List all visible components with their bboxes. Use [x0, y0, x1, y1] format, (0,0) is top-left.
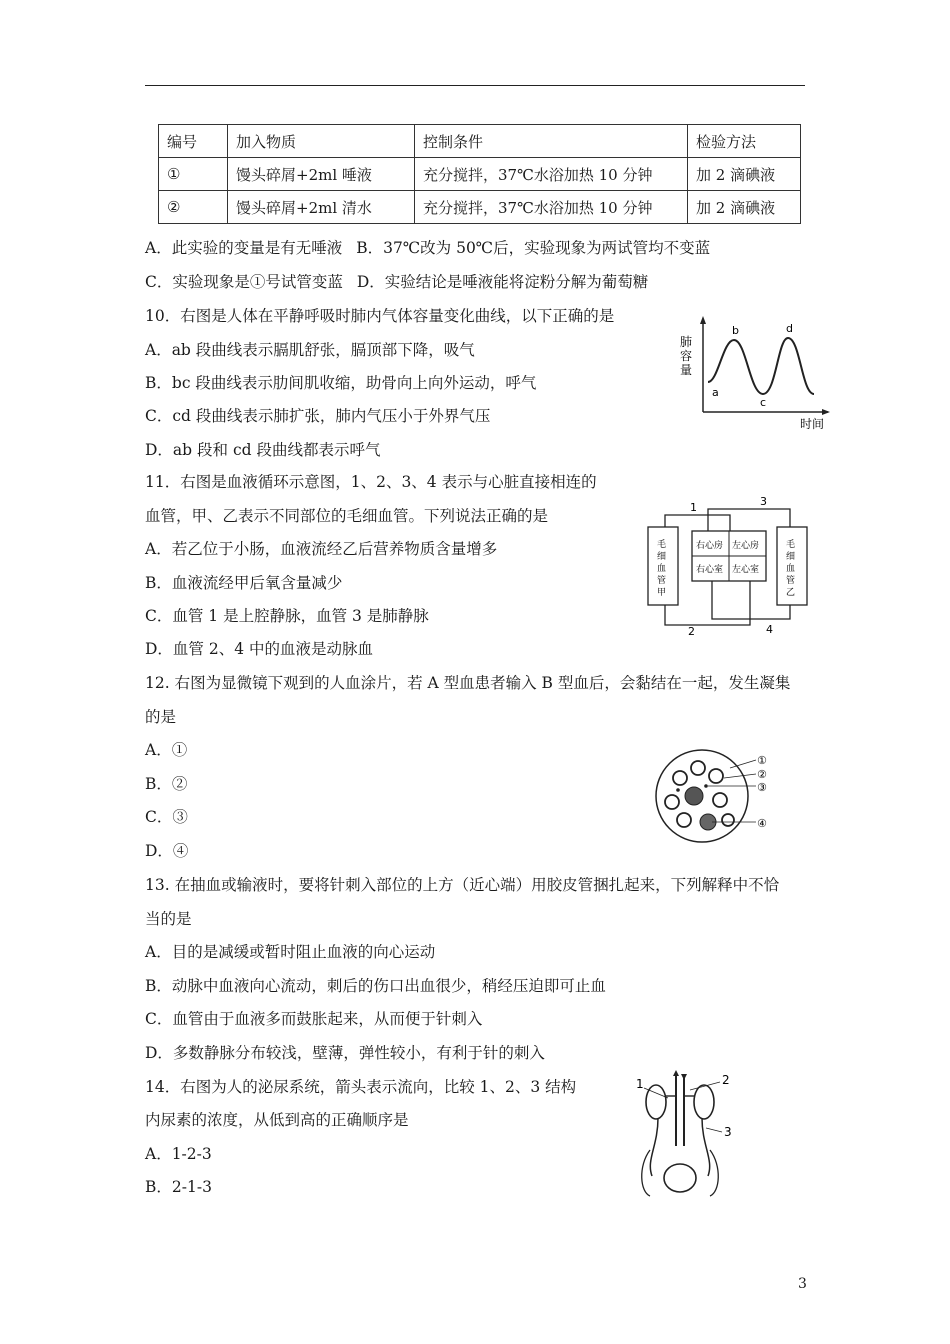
bladder: [664, 1164, 696, 1192]
table-header-cell: 编号: [159, 125, 228, 158]
q12-option-a: A．①: [145, 741, 188, 759]
q9-option-b: B．37℃改为 50℃后，实验现象为两试管均不变蓝: [356, 239, 711, 257]
right-kidney: [694, 1085, 714, 1119]
q10-option-c: C．cd 段曲线表示肺扩张，肺内气压小于外界气压: [145, 407, 491, 425]
left-ureter: [650, 1118, 658, 1176]
red-blood-cell: [673, 771, 687, 785]
vessel-label-3: 3: [760, 495, 767, 508]
white-blood-cell: [685, 787, 703, 805]
q9-options-row2: [145, 272, 648, 292]
blood-smear-figure: [650, 746, 780, 848]
right-ureter: [702, 1118, 710, 1176]
capillary-jia-char-1: 毛: [657, 540, 667, 550]
q14-option-a: A．1-2-3: [145, 1145, 212, 1163]
point-label-a: a: [712, 386, 719, 399]
capillary-yi-char-2: 细: [786, 552, 796, 562]
table-row: [159, 191, 801, 224]
q12-option-d: D．④: [145, 842, 189, 860]
fig-ylabel-1: 肺: [680, 335, 693, 349]
q14-option-b: B．2-1-3: [145, 1178, 212, 1196]
q9-option-c: C．实验现象是①号试管变蓝: [145, 273, 343, 291]
label-line-3: [706, 1128, 722, 1132]
urinary-label-3: 3: [724, 1125, 732, 1139]
table-cell: 馒头碎屑+2ml 清水: [228, 191, 415, 224]
table-cell: 加 2 滴碘液: [688, 191, 801, 224]
capillary-jia-char-3: 血: [657, 564, 667, 574]
smear-label-1: ①: [757, 754, 767, 767]
point-label-c: c: [760, 396, 767, 409]
y-axis-arrow: [700, 316, 706, 324]
q12-option-b: B．②: [145, 775, 188, 793]
platelet: [676, 788, 680, 792]
chamber-right-ventricle: 右心室: [696, 565, 724, 575]
table-cell: 加 2 滴碘液: [688, 158, 801, 191]
fig-ylabel-2: 容: [680, 349, 693, 363]
chamber-right-atrium: 右心房: [696, 541, 724, 551]
smear-label-2: ②: [757, 768, 767, 781]
capillary-jia-char-2: 细: [657, 552, 667, 562]
red-blood-cell: [677, 813, 691, 827]
page-number: 3: [798, 1276, 807, 1292]
q10-option-a: A．ab 段曲线表示膈肌舒张，膈顶部下降，吸气: [145, 341, 475, 359]
q14-stem-2: 内尿素的浓度，从低到高的正确顺序是: [145, 1111, 409, 1129]
q10-option-d: D．ab 段和 cd 段曲线都表示呼气: [145, 441, 381, 459]
point-label-b: b: [732, 324, 739, 337]
platelet: [704, 784, 708, 788]
capillary-jia-char-5: 甲: [657, 588, 667, 598]
q13-option-d: D．多数静脉分布较浅，壁薄，弹性较小，有利于针的刺入: [145, 1044, 545, 1062]
red-blood-cell: [709, 769, 723, 783]
table-cell: ①: [159, 158, 228, 191]
table-header-cell: 检验方法: [688, 125, 801, 158]
q13-stem-2: 当的是: [145, 910, 192, 928]
capillary-yi-char-5: 乙: [786, 588, 796, 598]
experiment-table: [158, 124, 801, 224]
q9-option-d: D．实验结论是唾液能将淀粉分解为葡萄糖: [356, 273, 649, 291]
flow-arrow-icon: [673, 1070, 679, 1076]
q11-stem-1: 11．右图是血液循环示意图，1、2、3、4 表示与心脏直接相连的: [145, 473, 597, 491]
q11-option-c: C．血管 1 是上腔静脉，血管 3 是肺静脉: [145, 607, 429, 625]
table-header-row: [159, 125, 801, 158]
table-cell: 充分搅拌，37℃水浴加热 10 分钟: [415, 191, 688, 224]
table-cell: 充分搅拌，37℃水浴加热 10 分钟: [415, 158, 688, 191]
capillary-jia-char-4: 管: [657, 576, 667, 586]
table-header-cell: 加入物质: [228, 125, 415, 158]
q9-options-row1: [145, 238, 710, 258]
red-blood-cell: [722, 814, 734, 826]
q13-option-a: A．目的是减缓或暂时阻止血液的向心运动: [145, 943, 436, 961]
flow-arrow-icon: [681, 1074, 687, 1080]
right-pelvis-line: [710, 1150, 718, 1196]
q13-option-c: C．血管由于血液多而鼓胀起来，从而便于针刺入: [145, 1010, 483, 1028]
vessel-label-1: 1: [690, 501, 697, 514]
q14-stem-1: 14．右图为人的泌尿系统，箭头表示流向，比较 1、2、3 结构: [145, 1078, 577, 1096]
q10-stem: 10．右图是人体在平静呼吸时肺内气体容量变化曲线，以下正确的是: [145, 307, 615, 325]
circulation-figure: [640, 495, 815, 635]
q9-option-a: A．此实验的变量是有无唾液: [145, 239, 343, 257]
header-rule: [145, 85, 805, 86]
table-cell: 馒头碎屑+2ml 唾液: [228, 158, 415, 191]
fig-xlabel: 时间: [800, 417, 825, 431]
table-row: [159, 158, 801, 191]
point-label-d: d: [786, 322, 793, 335]
red-blood-cell: [691, 761, 705, 775]
capillary-yi-char-4: 管: [786, 576, 796, 586]
table-cell: ②: [159, 191, 228, 224]
capillary-yi-char-1: 毛: [786, 540, 796, 550]
urinary-label-2: 2: [722, 1073, 730, 1087]
capillary-yi-char-3: 血: [786, 564, 796, 574]
q13-option-b: B．动脉中血液向心流动，刺后的伤口出血很少，稍经压迫即可止血: [145, 977, 606, 995]
q10-option-b: B．bc 段曲线表示肋间肌收缩，助骨向上向外运动，呼气: [145, 374, 537, 392]
vessel-label-2: 2: [688, 625, 695, 635]
red-blood-cell: [665, 795, 679, 809]
chamber-left-ventricle: 左心室: [732, 565, 760, 575]
red-blood-cell: [713, 793, 727, 807]
lung-volume-figure: [668, 312, 832, 434]
x-axis-arrow: [822, 409, 830, 415]
urinary-system-figure: [628, 1066, 740, 1200]
smear-label-3: ③: [757, 781, 767, 794]
left-pelvis-line: [642, 1150, 650, 1196]
urinary-label-1: 1: [636, 1077, 644, 1091]
q11-option-d: D．血管 2、4 中的血液是动脉血: [145, 640, 374, 658]
breathing-curve: [708, 338, 814, 394]
q11-option-b: B．血液流经甲后氧含量减少: [145, 574, 343, 592]
q11-stem-2: 血管，甲、乙表示不同部位的毛细血管。下列说法正确的是: [145, 507, 549, 525]
fig-ylabel-3: 量: [680, 363, 693, 377]
q11-option-a: A．若乙位于小肠，血液流经乙后营养物质含量增多: [145, 540, 498, 558]
q13-stem-1: 13. 在抽血或输液时，要将针刺入部位的上方（近心端）用胶皮管捆扎起来，下列解释中不恰: [145, 876, 780, 894]
q12-stem-2: 的是: [145, 708, 177, 726]
table-header-cell: 控制条件: [415, 125, 688, 158]
chamber-left-atrium: 左心房: [732, 541, 760, 551]
q12-stem-1: 12. 右图为显微镜下观到的人血涂片，若 A 型血患者输入 B 型血后，会黏结在一起，发生凝集: [145, 674, 791, 692]
vessel-label-4: 4: [766, 623, 773, 635]
q12-option-c: C．③: [145, 808, 188, 826]
smear-label-4: ④: [757, 817, 767, 830]
